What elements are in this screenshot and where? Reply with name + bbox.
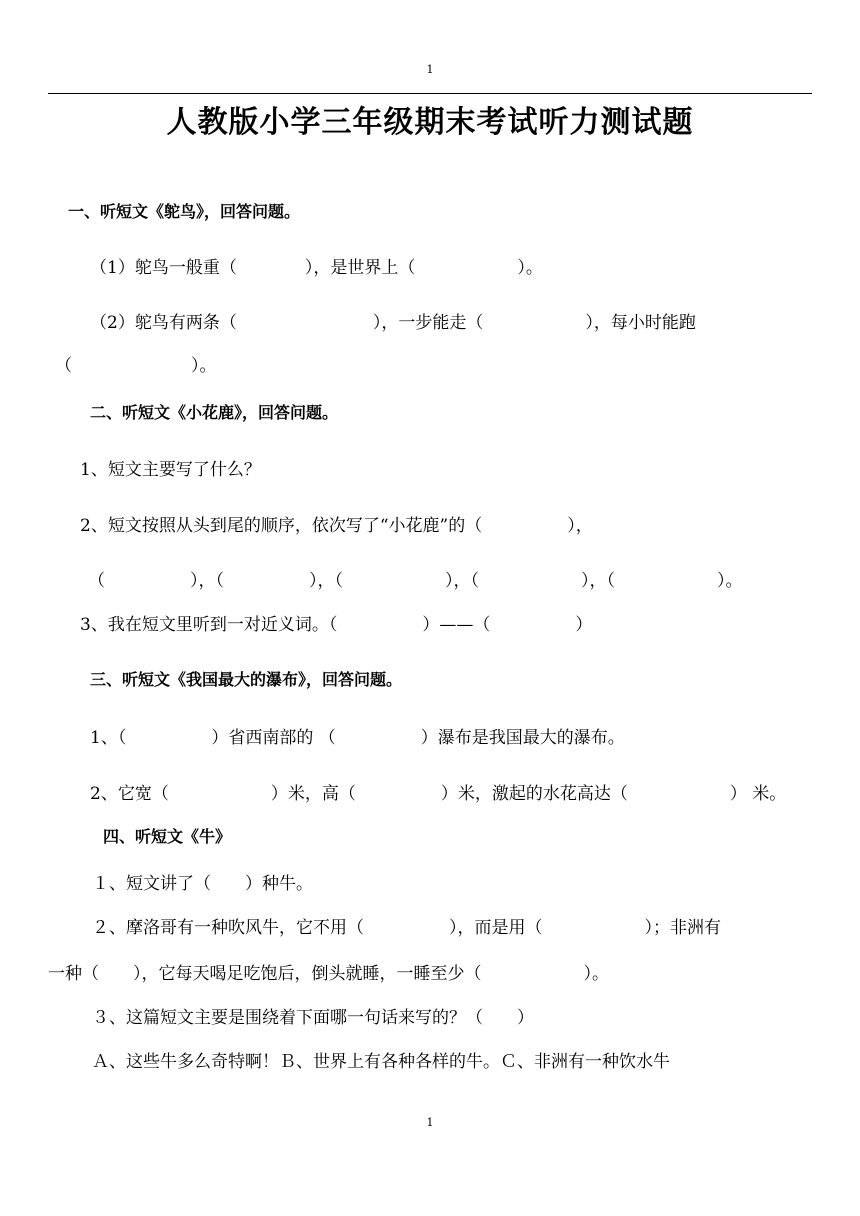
s1-question-2-line-1: （2）鸵鸟有两条（ ），一步能走（ ），每小时能跑 xyxy=(90,313,696,333)
s2-question-2-line-1: 2、短文按照从头到尾的顺序，依次写了“小花鹿”的（ ）， xyxy=(80,516,593,536)
s3-question-1: 1、（ ）省西南部的 （ ）瀑布是我国最大的瀑布。 xyxy=(90,728,625,748)
section-3-heading: 三、听短文《我国最大的瀑布》，回答问题。 xyxy=(90,670,403,689)
section-2-heading: 二、听短文《小花鹿》，回答问题。 xyxy=(90,403,339,422)
s4-question-2-line-1: ２、摩洛哥有一种吹风牛，它不用（ ），而是用（ ）；非洲有 xyxy=(92,918,721,938)
section-4-heading: 四、听短文《牛》 xyxy=(103,827,232,846)
s2-question-2-line-2: （ ），（ ），（ ），（ ），（ ）。 xyxy=(88,571,743,591)
page-number-bottom: 1 xyxy=(426,1116,434,1129)
s4-question-3: ３、这篇短文主要是围绕着下面哪一句话来写的？（ ） xyxy=(92,1008,534,1028)
s2-question-1: 1、短文主要写了什么？ xyxy=(80,460,261,480)
s1-question-1: （1）鸵鸟一般重（ ），是世界上（ ）。 xyxy=(90,258,543,278)
section-1-heading: 一、听短文《鸵鸟》，回答问题。 xyxy=(68,202,301,221)
s4-question-2-line-2: 一种（ ），它每天喝足吃饱后，倒头就睡，一睡至少（ ）。 xyxy=(48,964,609,984)
s3-question-2: 2、它宽（ ）米，高（ ）米，激起的水花高达（ ） 米。 xyxy=(90,784,787,804)
page-number-top: 1 xyxy=(426,63,434,76)
s2-question-3: 3、我在短文里听到一对近义词。（ ）——（ ） xyxy=(80,615,593,635)
header-rule xyxy=(48,93,812,94)
s4-question-1: １、短文讲了（ ）种牛。 xyxy=(92,874,313,894)
page-title: 人教版小学三年级期末考试听力测试题 xyxy=(166,105,694,140)
s4-question-3-options: Ａ、这些牛多么奇特啊！Ｂ、世界上有各种各样的牛。Ｃ、非洲有一种饮水牛 xyxy=(92,1052,670,1072)
s1-question-2-line-2: （ ）。 xyxy=(55,356,217,376)
